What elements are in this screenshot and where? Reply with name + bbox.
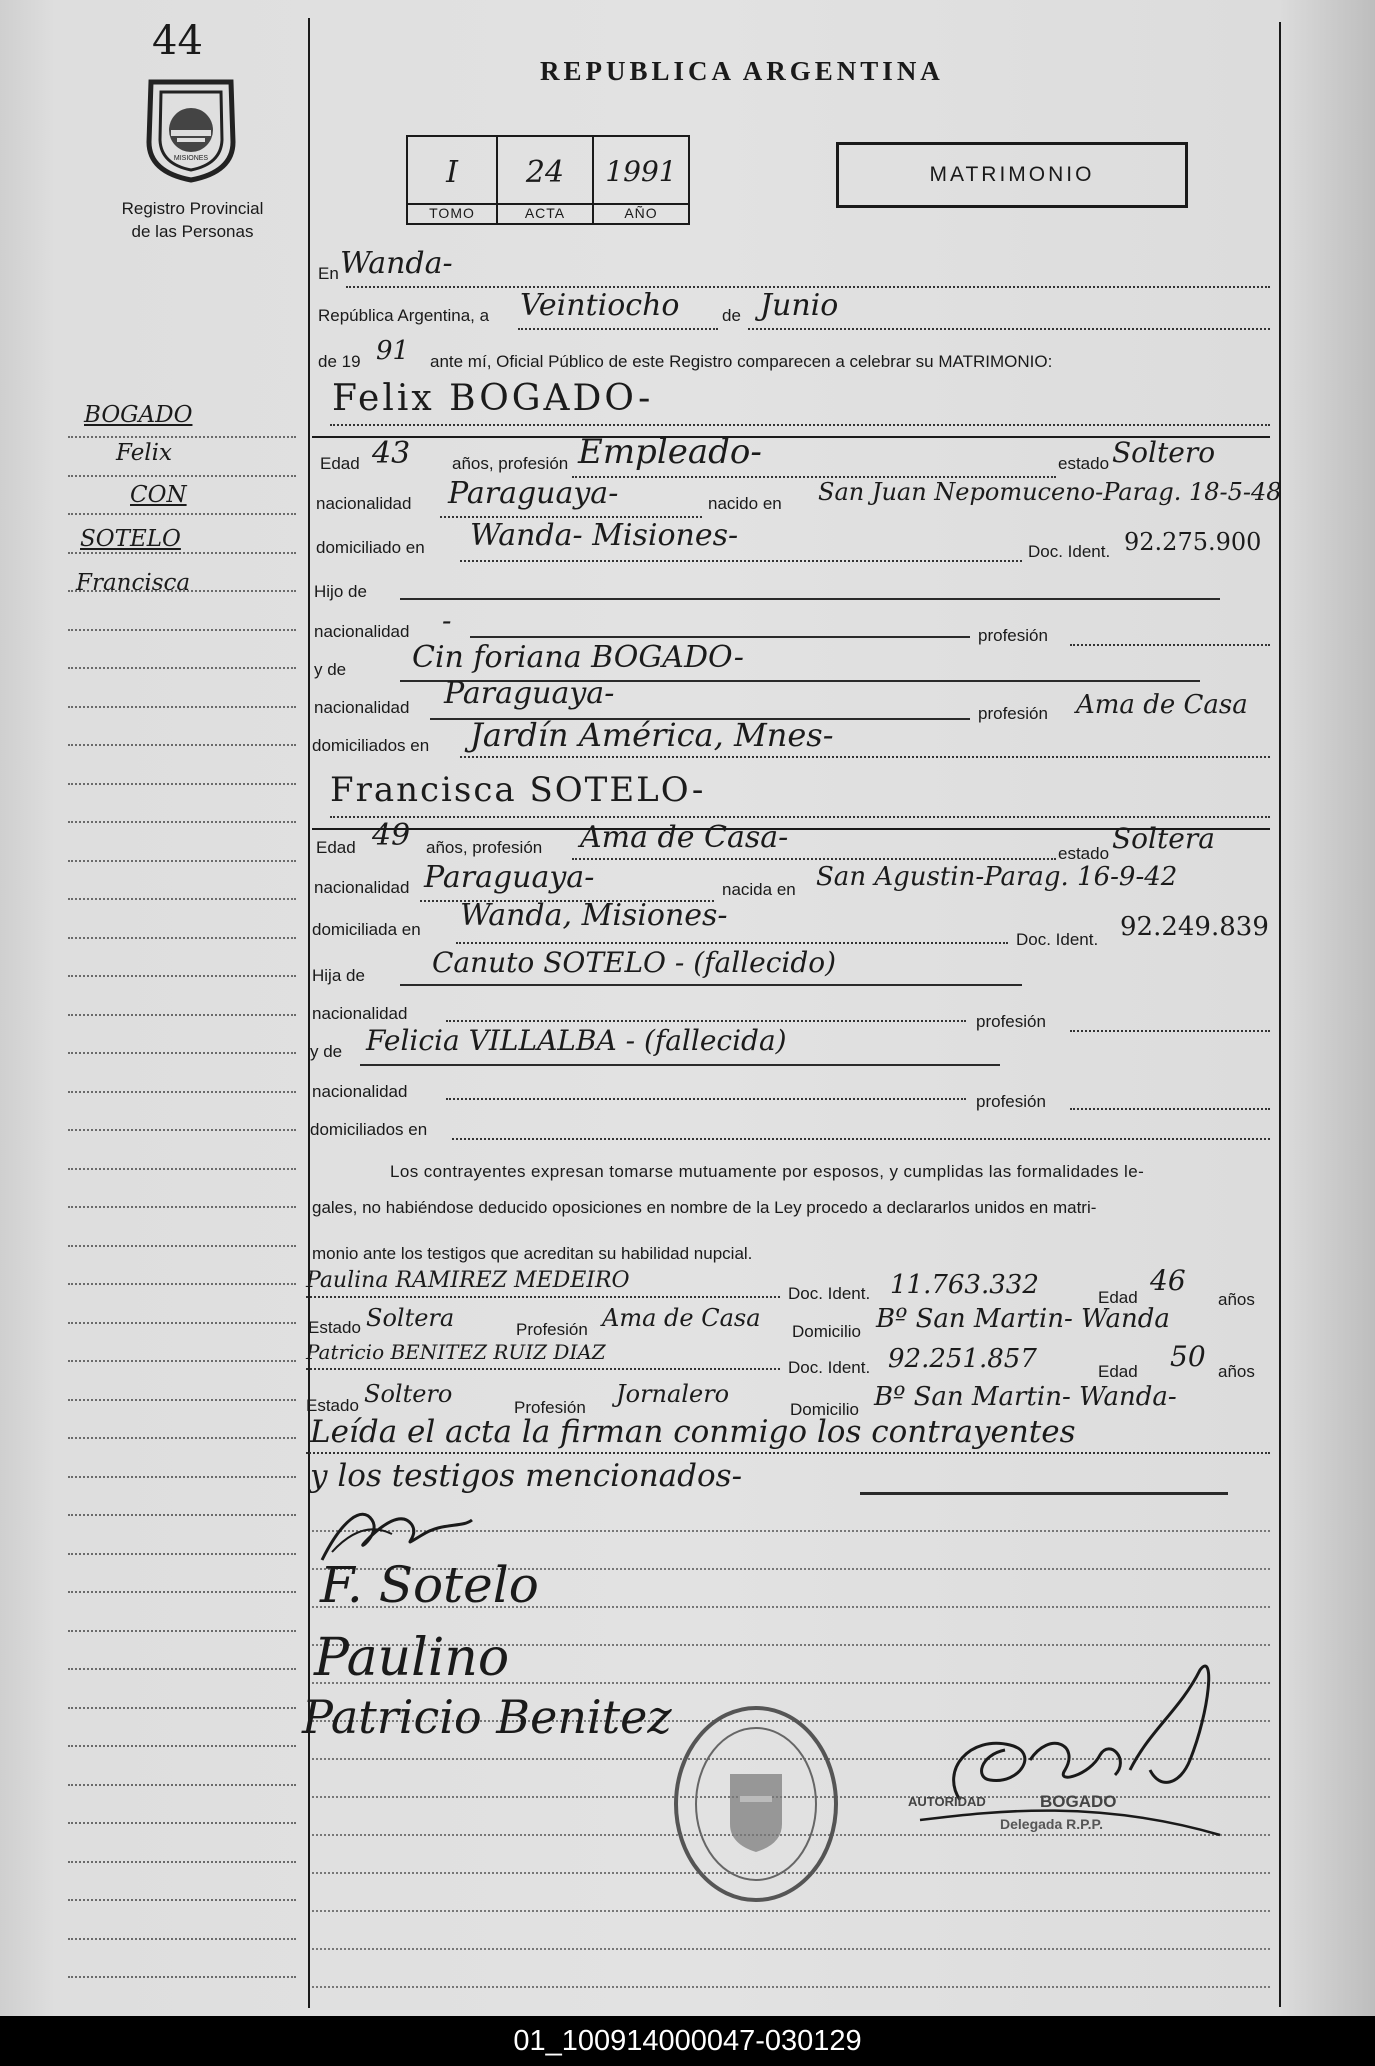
margin-ruled-line bbox=[68, 706, 296, 708]
margin-ruled-line bbox=[68, 744, 296, 746]
margin-ruled-line bbox=[68, 860, 296, 862]
margin-ruled-line bbox=[68, 475, 296, 477]
margin-ruled-line bbox=[68, 1938, 296, 1940]
margin-con: CON bbox=[130, 482, 187, 508]
margin-ruled-line bbox=[68, 821, 296, 823]
groom-estado: Soltero bbox=[1112, 436, 1216, 469]
bride-edad: 49 bbox=[372, 818, 411, 853]
de-label: de bbox=[722, 306, 741, 325]
margin-ruled-line bbox=[68, 1129, 296, 1131]
document-page: 44 MISIONES Registro Provincial de las Personas BOGADO Felix CON SOTELO Francisca REPUBLICA ARGENTINA I 24 1991 TOMO ACTA AÑO MATRIMONIO En Wanda- República Argentina, a Veintiocho de Junio de 19 91 ante mí, Oficial Público de este Registro comparecen a celebrar su MATRIMONIO: Felix BOGADO- Edad 43 años, profesión Empleado- estado Soltero nacionalidad Paraguaya- nacido en San Juan Nepomuceno-Parag. 18-5-48 domiciliado en Wanda- Misiones- Doc. Ident. 92.275.900 Hijo de nacionalidad - profesión y de Cin foriana BOGADO- nacionalidad Paraguaya- profesión Ama de Casa domiciliados en Jardín América, Mnes- Francisca SOTELO- Edad 49 años, profesión Ama de Casa- estado Soltera nacionalidad Paraguaya- nacida en San Agustin-Parag. 16-9-42 domiciliada en Wanda, Misiones- Doc. Ident. 92.249.839 Hija de Canuto SOTELO - (fallecido) nacionalidad profesión y de Felicia VILLALBA - (fallecida) nacionalidad profesión domiciliados en Los contrayentes expresan tomarse mutuamente por esposos, y cumplidas las formalidades le- gales, no habiéndose deducido oposiciones en nombre de la Ley procedo a declararlos unidos en matri- monio ante los testigos que acreditan su habilidad nupcial. Paulina RAMIREZ MEDEIRO Doc. Ident. 11.763.332 Edad 46 años Estado Soltera Profesión Ama de Casa Domicilio Bº San Martin- Wanda Patricio BENITEZ RUIZ DIAZ Doc. Ident. 92.251.857 Edad 50 años Estado Soltero Profesión Jornalero Domicilio Bº San Martin- Wanda- Leída el acta la firman conmigo los contrayentes y los testigos mencionados- F. Sotelo Paulino Patricio Benitez AUTORIDAD BOGADO Delegada R.P.P. 01_100914000047-030129 bbox=[0, 0, 1375, 2066]
signature-2: Paulino bbox=[314, 1628, 510, 1688]
margin-ruled-line bbox=[68, 975, 296, 977]
margin-ruled-line bbox=[68, 1168, 296, 1170]
witness1-profesion: Ama de Casa bbox=[602, 1304, 761, 1332]
bride-nacionalidad: Paraguaya- bbox=[424, 860, 595, 895]
margin-ruled-line bbox=[68, 783, 296, 785]
groom-edad: 43 bbox=[372, 436, 411, 471]
margin-ruled-line bbox=[68, 1553, 296, 1555]
ano-value: 1991 bbox=[605, 155, 677, 188]
page-number: 44 bbox=[152, 18, 203, 64]
registry-name-line1: Registro Provincial bbox=[121, 199, 264, 218]
closing-line2: y los testigos mencionados- bbox=[310, 1458, 743, 1494]
registry-name-line2: de las Personas bbox=[131, 222, 254, 241]
document-type: MATRIMONIO bbox=[929, 163, 1095, 186]
ano-label: AÑO bbox=[624, 205, 658, 221]
image-code-bar bbox=[0, 2016, 1375, 2066]
margin-ruled-line bbox=[68, 1976, 296, 1978]
groom-profesion: Empleado- bbox=[578, 432, 762, 472]
tomo-value: I bbox=[446, 155, 458, 190]
groom-prof2: Ama de Casa bbox=[1076, 690, 1248, 720]
groom-domicilio: Wanda- Misiones- bbox=[470, 518, 739, 553]
bride-nacida: San Agustin-Parag. 16-9-42 bbox=[816, 862, 1178, 892]
declaration-line3: monio ante los testigos que acreditan su habilidad nupcial. bbox=[312, 1244, 753, 1263]
margin-ruled-line bbox=[68, 552, 296, 554]
right-border bbox=[1279, 22, 1281, 2007]
groom-name: Felix BOGADO- bbox=[332, 378, 654, 419]
margin-ruled-line bbox=[68, 898, 296, 900]
groom-madre: Cin foriana BOGADO- bbox=[412, 640, 744, 675]
groom-nacido: San Juan Nepomuceno-Parag. 18-5-48 bbox=[818, 478, 1282, 506]
margin-ruled-line bbox=[68, 667, 296, 669]
day-value: Veintiocho bbox=[520, 288, 680, 323]
groom-domiciliados: Jardín América, Mnes- bbox=[470, 716, 834, 754]
margin-ruled-line bbox=[68, 1745, 296, 1747]
provincial-seal-icon bbox=[141, 72, 241, 184]
bride-profesion: Ama de Casa- bbox=[580, 820, 789, 855]
body-ruled-line bbox=[312, 1910, 1270, 1912]
margin-ruled-line bbox=[68, 1899, 296, 1901]
witness1-name: Paulina RAMIREZ MEDEIRO bbox=[306, 1268, 630, 1293]
bride-domicilio: Wanda, Misiones- bbox=[460, 898, 728, 933]
margin-surname2: SOTELO bbox=[80, 526, 181, 552]
witness2-name: Patricio BENITEZ RUIZ DIAZ bbox=[306, 1340, 606, 1364]
margin-surname: BOGADO bbox=[84, 402, 193, 428]
margin-ruled-line bbox=[68, 1322, 296, 1324]
witness2-profesion: Jornalero bbox=[616, 1380, 730, 1408]
bride-doc: 92.249.839 bbox=[1120, 912, 1269, 942]
svg-text:MISIONES: MISIONES bbox=[173, 155, 209, 162]
margin-ruled-line bbox=[68, 1861, 296, 1863]
margin-ruled-line bbox=[68, 436, 296, 438]
year-prefix: de 19 bbox=[318, 352, 361, 371]
margin-ruled-line bbox=[68, 1668, 296, 1670]
official-seal-icon bbox=[670, 1704, 842, 1904]
groom-doc: 92.275.900 bbox=[1124, 528, 1262, 556]
acta-label: ACTA bbox=[524, 205, 566, 221]
acta-value: 24 bbox=[525, 155, 565, 190]
witness1-estado: Soltera bbox=[366, 1304, 455, 1332]
groom-nacionalidad: Paraguaya- bbox=[448, 476, 619, 511]
place-value: Wanda- bbox=[340, 246, 453, 281]
image-code: 01_100914000047-030129 bbox=[513, 2025, 862, 2057]
margin-ruled-line bbox=[68, 1206, 296, 1208]
intro-statement: ante mí, Oficial Público de este Registro comparecen a celebrar su MATRIMONIO: bbox=[430, 352, 1053, 371]
witness1-edad: 46 bbox=[1150, 1264, 1186, 1297]
bride-name: Francisca SOTELO- bbox=[330, 770, 706, 810]
margin-ruled-line bbox=[68, 1591, 296, 1593]
margin-ruled-line bbox=[68, 1437, 296, 1439]
witness2-domicilio: Bº San Martin- Wanda- bbox=[874, 1382, 1177, 1412]
closing-line1: Leída el acta la firman conmigo los contrayentes bbox=[310, 1414, 1076, 1450]
margin-ruled-line bbox=[68, 1707, 296, 1709]
witness1-domicilio: Bº San Martin- Wanda bbox=[876, 1304, 1170, 1334]
country-title: REPUBLICA ARGENTINA bbox=[540, 56, 944, 86]
witness2-doc: 92.251.857 bbox=[888, 1344, 1037, 1374]
signature-3: Patricio Benitez bbox=[302, 1690, 672, 1744]
official-stamp-line1: AUTORIDAD bbox=[908, 1794, 986, 1809]
margin-firstname: Felix bbox=[116, 440, 172, 466]
year-suffix: 91 bbox=[376, 336, 410, 366]
margin-ruled-line bbox=[68, 1476, 296, 1478]
margin-ruled-line bbox=[68, 1091, 296, 1093]
bride-estado: Soltera bbox=[1112, 822, 1215, 855]
margin-ruled-line bbox=[68, 1360, 296, 1362]
margin-ruled-line bbox=[68, 937, 296, 939]
en-label: En bbox=[318, 264, 339, 283]
groom-nac2: Paraguaya- bbox=[444, 676, 615, 711]
body-ruled-line bbox=[312, 1948, 1270, 1950]
margin-firstname2: Francisca bbox=[76, 570, 191, 596]
official-stamp-name: BOGADO bbox=[1040, 1792, 1117, 1811]
bride-madre: Felicia VILLALBA - (fallecida) bbox=[366, 1024, 787, 1057]
witness1-doc: 11.763.332 bbox=[890, 1270, 1039, 1300]
margin-ruled-line bbox=[68, 1822, 296, 1824]
declaration-line2: gales, no habiéndose deducido oposiciones en nombre de la Ley procedo a declararlos unidos en matri- bbox=[312, 1198, 1097, 1217]
witness2-edad: 50 bbox=[1170, 1340, 1206, 1373]
witness2-estado: Soltero bbox=[364, 1380, 453, 1408]
signature-1: F. Sotelo bbox=[320, 1556, 539, 1614]
month-value: Junio bbox=[760, 288, 839, 323]
tomo-acta-ano-box bbox=[406, 135, 690, 225]
margin-ruled-line bbox=[68, 1514, 296, 1516]
margin-ruled-line bbox=[68, 1784, 296, 1786]
margin-ruled-line bbox=[68, 1630, 296, 1632]
margin-ruled-line bbox=[68, 629, 296, 631]
margin-ruled-line bbox=[68, 513, 296, 515]
margin-ruled-line bbox=[68, 1014, 296, 1016]
body-ruled-line bbox=[312, 1986, 1270, 1988]
groom-nac1: - bbox=[442, 604, 452, 637]
tomo-label: TOMO bbox=[429, 205, 475, 221]
bride-padre: Canuto SOTELO - (fallecido) bbox=[432, 946, 837, 979]
declaration-line1: Los contrayentes expresan tomarse mutuamente por esposos, y cumplidas las formalidades le- bbox=[390, 1162, 1145, 1181]
margin-ruled-line bbox=[68, 1052, 296, 1054]
margin-ruled-line bbox=[68, 1245, 296, 1247]
margin-ruled-line bbox=[68, 1399, 296, 1401]
document-type-box bbox=[836, 142, 1188, 208]
margin-ruled-line bbox=[68, 1283, 296, 1285]
official-stamp-line2: Delegada R.P.P. bbox=[1000, 1816, 1103, 1832]
republica-label: República Argentina, a bbox=[318, 306, 490, 325]
